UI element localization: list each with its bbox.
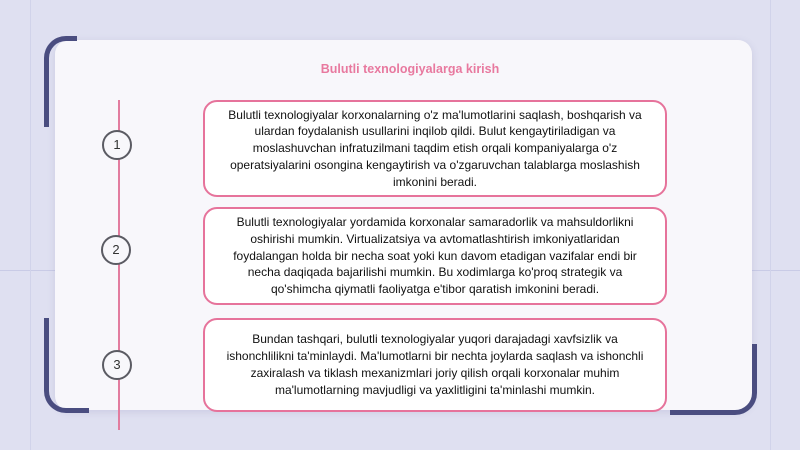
step-number-3: 3: [102, 350, 132, 380]
decorative-bracket-bottom-left: [44, 318, 89, 413]
step-text-3: Bundan tashqari, bulutli texnologiyalar yuqori darajadagi xavfsizlik va ishonchlilikni ta'minlaydi. Ma'lumotlarni bir nechta joylarda saqlash va ishonchli zaxiralash va tiklash mexanizmlari joriy qilish orqali korxonalar muhim ma'lumotlarning mavjudligi va yaxlitligini ta'minlashi mumkin.: [226, 332, 644, 397]
step-box-3: [203, 318, 667, 412]
step-number-1: 1: [102, 130, 132, 160]
decorative-bracket-bottom-right: [670, 344, 757, 415]
decorative-bracket-top-left: [44, 36, 77, 127]
step-box-1: [203, 100, 667, 197]
step-text-1: Bulutli texnologiyalar korxonalarning o'z ma'lumotlarini saqlash, boshqarish va ulardan foydalanish usullarini inqilob qildi. Bulut kengaytiriladigan va moslashuvchan infratuzilmani taqdim etish orqali kompaniyalarga o'z operatsiyalarini osongina kengaytirish va o'zgaruvchan talablarga moslashish imkonini beradi.: [228, 107, 642, 189]
step-number-2: 2: [101, 235, 131, 265]
step-box-2: [203, 207, 667, 305]
step-text-2: Bulutli texnologiyalar yordamida korxonalar samaradorlik va mahsuldorlikni oshirishi mumkin. Virtualizatsiya va avtomatlashtirish imkoniyatlaridan foydalangan holda bir necha soat yoki kun davom etadigan vazifalar endi bir necha daqiqada bajarilishi mumkin. Bu xodimlarga ko'proq strategik va qo'shimcha qiymatli faoliyatga e'tibor qaratish imkonini beradi.: [233, 215, 637, 297]
slide-title: Bulutli texnologiyalarga kirish: [320, 62, 500, 76]
